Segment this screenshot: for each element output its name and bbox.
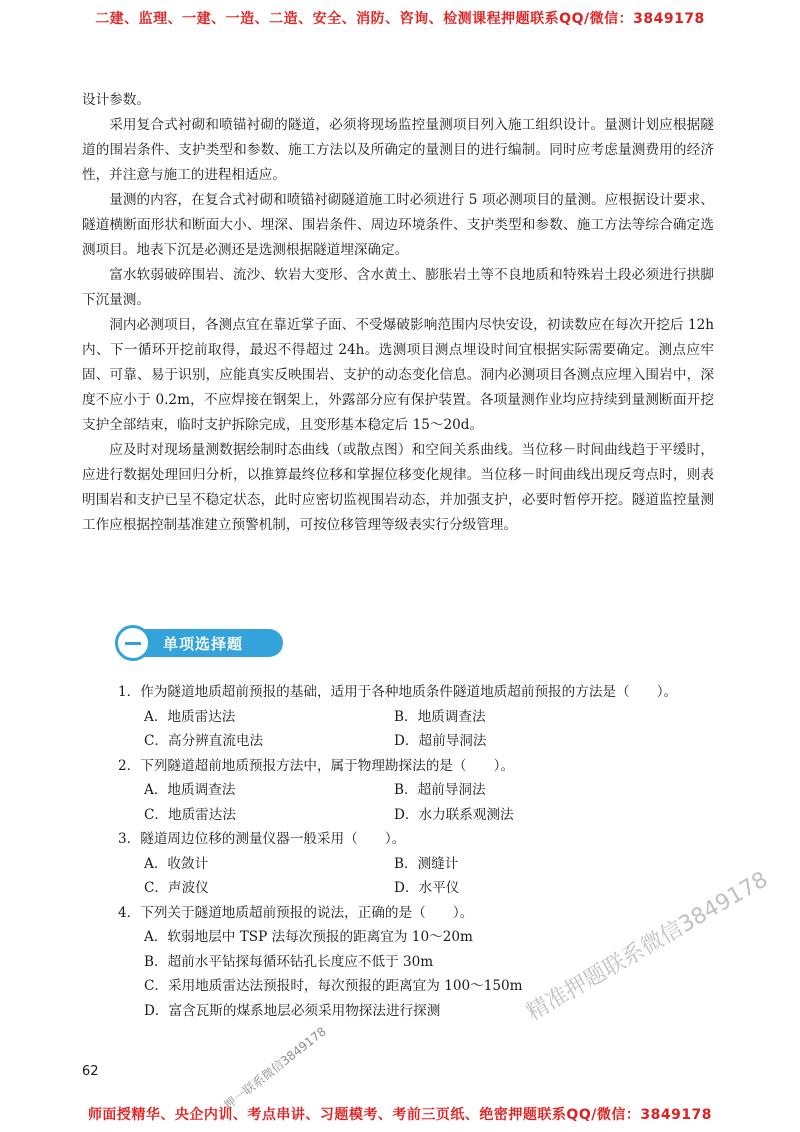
- option-a: A．地质调查法: [144, 782, 236, 798]
- option-c: C．声波仪: [144, 880, 209, 896]
- option-c: C．高分辨直流电法: [144, 733, 264, 749]
- option-d: D．水力联系观测法: [394, 806, 514, 823]
- page-number: 62: [82, 1064, 99, 1079]
- question-2: [82, 754, 722, 828]
- question-stem: 1．作为隧道地质超前预报的基础，适用于各种地质条件隧道地质超前预报的方法是（ ）。: [118, 684, 678, 700]
- option-a: A．收敛计: [144, 855, 209, 872]
- option-b: B．超前导洞法: [394, 782, 486, 798]
- option-d: D．超前导洞法: [394, 733, 487, 749]
- question-1: [82, 680, 722, 754]
- dash-icon: [115, 625, 151, 661]
- question-stem: 2．下列隧道超前地质预报方法中，属于物理勘探法的是（ ）。: [118, 757, 515, 774]
- section-header: [115, 625, 285, 661]
- paragraph: 量测的内容，在复合式衬砌和喷锚衬砌隧道施工时必须进行 5 项必测项目的量测。应根据设计要求、隧道横断面形状和断面大小、埋深、围岩条件、周边环境条件、支护类型和参数、施工方法等综合确定选测项目。地表下沉是必测还是选测根据隧道埋深确定。: [82, 192, 714, 258]
- option-b: B．超前水平钻探每循环钻孔长度应不低于 30m: [144, 953, 434, 970]
- option-a: A．软弱地层中 TSP 法每次预报的距离宜为 10～20m: [144, 929, 473, 945]
- watermark: 押一联系微信3849178: [221, 1024, 329, 1113]
- option-a: A．地质雷达法: [144, 708, 236, 725]
- question-3: [82, 827, 722, 901]
- paragraph: 洞内必测项目，各测点宜在靠近掌子面、不受爆破影响范围内尽快安设，初读数应在每次开挖后 12h 内、下一循环开挖前取得，最迟不得超过 24h。选测项目测点埋设时间宜根据实际需要确定。测点应牢固、可靠、易于识别，应能真实反映围岩、支护的动态变化信息。洞内必测项目各测点应埋入围岩中，深度不应小于 0.2m，不应焊接在钢架上，外露部分应有保护装置。各项量测作业均应持续到量测断面开挖支护全部结束，临时支护拆除完成，且变形基本稳定后 15～20d。: [82, 317, 714, 433]
- watermark: 精准押题联系微信3849178: [522, 867, 773, 1026]
- paragraph: 设计参数。: [82, 92, 150, 108]
- option-d: D．水平仪: [394, 880, 460, 896]
- bottom-banner: 师面授精华、央企内训、考点串讲、习题模考、考前三页纸、绝密押题联系QQ/微信：3849178: [87, 1107, 713, 1123]
- body-text: [82, 88, 714, 538]
- question-4: [82, 901, 722, 1024]
- option-c: C．地质雷达法: [144, 806, 236, 823]
- section-title: 单项选择题: [163, 635, 244, 653]
- paragraph: 富水软弱破碎围岩、流沙、软岩大变形、含水黄土、膨胀岩土等不良地质和特殊岩土段必须进行拱脚下沉量测。: [82, 267, 714, 308]
- question-stem: 4．下列关于隧道地质超前预报的说法，正确的是（ ）。: [118, 904, 474, 921]
- top-banner: 二建、监理、一建、一造、二造、安全、消防、咨询、检测课程押题联系QQ/微信：3849178: [95, 11, 705, 27]
- question-stem: 3．隧道周边位移的测量仪器一般采用（ ）。: [118, 831, 406, 847]
- option-b: B．测缝计: [394, 855, 459, 872]
- option-b: B．地质调查法: [394, 708, 486, 725]
- question-list: [82, 680, 722, 1023]
- option-d: D．富含瓦斯的煤系地层必须采用物探法进行探测: [144, 1002, 441, 1019]
- paragraph: 应及时对现场量测数据绘制时态曲线（或散点图）和空间关系曲线。当位移－时间曲线趋于平缓时，应进行数据处理回归分析，以推算最终位移和掌握位移变化规律。当位移－时间曲线出现反弯点时，则表明围岩和支护已呈不稳定状态，此时应密切监视围岩动态，并加强支护，必要时暂停开挖。隧道监控量测工作应根据控制基准建立预警机制，可按位移管理等级表实行分级管理。: [82, 442, 714, 533]
- option-c: C．采用地质雷达法预报时，每次预报的距离宜为 100～150m: [144, 978, 523, 994]
- paragraph: 采用复合式衬砌和喷锚衬砌的隧道，必须将现场监控量测项目列入施工组织设计。量测计划应根据隧道的围岩条件、支护类型和参数、施工方法以及所确定的量测目的进行编制。同时应考虑量测费用的经济性，并注意与施工的进程相适应。: [82, 117, 714, 183]
